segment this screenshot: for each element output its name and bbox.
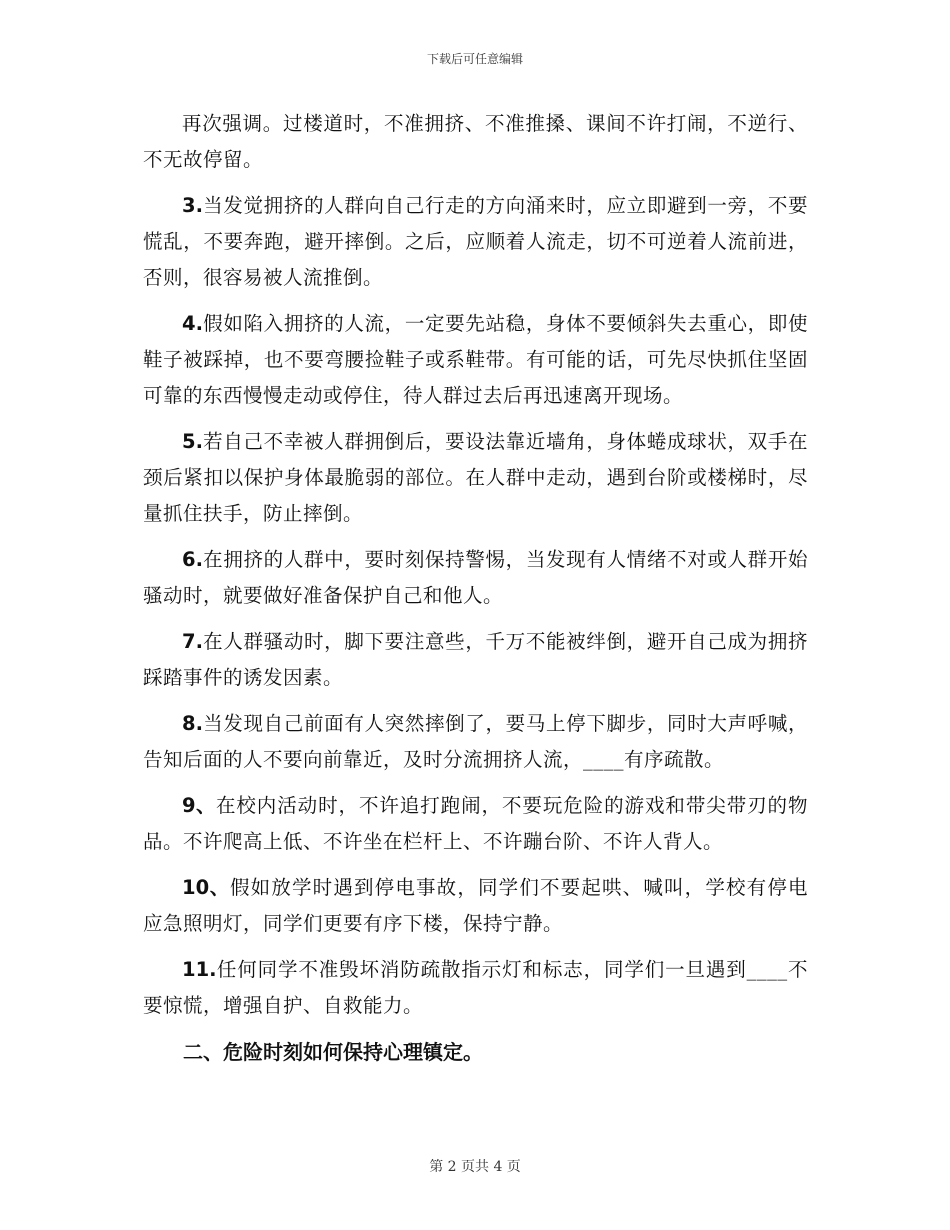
paragraph-3 [143, 188, 808, 296]
page-footer: 第 2 页共 4 页 [429, 1159, 521, 1175]
paragraph-5 [143, 424, 808, 532]
paragraph-6 [143, 542, 808, 614]
item-number: 7. [182, 630, 203, 653]
paragraph-text: 假如放学时遇到停电事故，同学们不要起哄、喊叫，学校有停电应急照明灯，同学们更要有序下楼，保持宁静。 [143, 876, 808, 935]
paragraph-text: 假如陷入拥挤的人流，一定要先站稳，身体不要倾斜失去重心，即使鞋子被踩掉，也不要弯腰捡鞋子或系鞋带。有可能的话，可先尽快抓住坚固可靠的东西慢慢走动或停住，待人群过去后再迅速离开现场。 [143, 312, 808, 407]
paragraph-text: 在拥挤的人群中，要时刻保持警惕，当发现有人情绪不对或人群开始骚动时，就要做好准备保护自己和他人。 [143, 548, 808, 607]
paragraph-9 [143, 788, 808, 860]
paragraph-text: 若自己不幸被人群拥倒后，要设法靠近墙角，身体蜷成球状，双手在颈后紧扣以保护身体最脆弱的部位。在人群中走动，遇到台阶或楼梯时，尽量抓住扶手，防止摔倒。 [143, 430, 808, 525]
page-header: 下载后可任意编辑 [426, 52, 523, 66]
paragraph-10 [143, 870, 808, 942]
paragraph-text: 在校内活动时，不许追打跑闹，不要玩危险的游戏和带尖带刃的物品。不许爬高上低、不许坐在栏杆上、不许蹦台阶、不许人背人。 [143, 794, 808, 853]
item-number: 11. [182, 958, 217, 981]
paragraph-text: 再次强调。过楼道时，不准拥挤、不准推搡、课间不许打闹，不逆行、不无故停留。 [143, 112, 808, 171]
item-number: 8. [182, 712, 203, 735]
paragraph-11 [143, 952, 808, 1024]
paragraph-text: 当发觉拥挤的人群向自己行走的方向涌来时，应立即避到一旁，不要慌乱，不要奔跑，避开摔倒。之后，应顺着人流走，切不可逆着人流前进，否则，很容易被人流推倒。 [143, 194, 808, 289]
item-number: 3. [182, 194, 203, 217]
item-number: 9、 [182, 794, 216, 817]
item-number: 6. [182, 548, 203, 571]
paragraph-4 [143, 306, 808, 414]
document-body [143, 106, 808, 1070]
paragraph-text: 任何同学不准毁坏消防疏散指示灯和标志，同学们一旦遇到____不要惊慌，增强自护、自救能力。 [143, 958, 808, 1017]
item-number: 4. [182, 312, 203, 335]
paragraph-text: 当发现自己前面有人突然摔倒了，要马上停下脚步，同时大声呼喊，告知后面的人不要向前靠近，及时分流拥挤人流，____有序疏散。 [143, 712, 808, 771]
paragraph-1 [143, 106, 808, 178]
paragraph-text: 在人群骚动时，脚下要注意些，千万不能被绊倒，避开自己成为拥挤踩踏事件的诱发因素。 [143, 630, 808, 689]
paragraph-7 [143, 624, 808, 696]
item-number: 5. [182, 430, 203, 453]
item-number: 10、 [182, 876, 230, 899]
paragraph-8 [143, 706, 808, 778]
section-heading: 二、危险时刻如何保持心理镇定。 [183, 1040, 483, 1064]
